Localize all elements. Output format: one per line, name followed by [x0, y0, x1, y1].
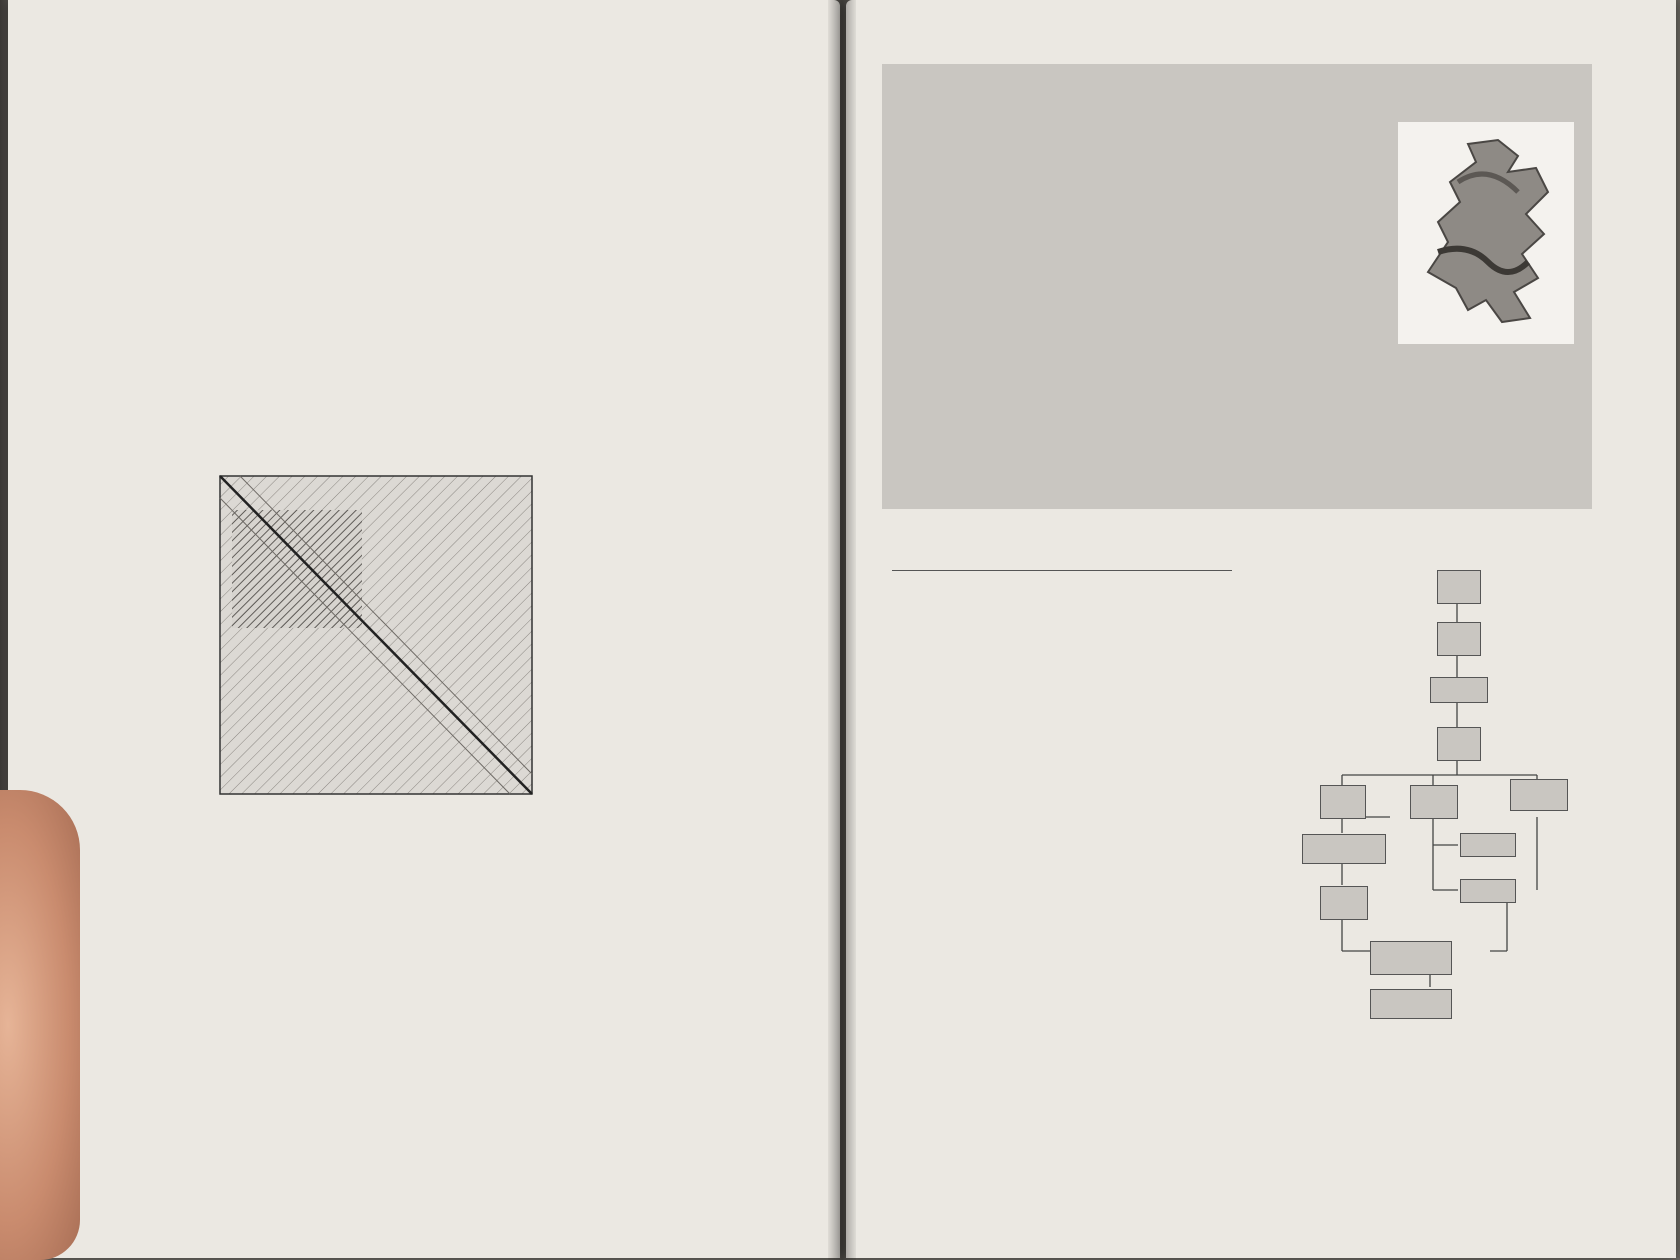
flow-node-score-matches	[1320, 886, 1368, 920]
flow-node-pattern-function	[1370, 941, 1452, 975]
flow-node-scoring-method	[1430, 677, 1488, 703]
flow-node-pairwise-alignment	[1410, 785, 1458, 819]
flow-node-alignment-gaps	[1437, 727, 1481, 761]
flow-node-pattern-database	[1370, 989, 1452, 1019]
flow-node-evaluate-similarity	[1437, 622, 1481, 656]
dot-plot	[180, 448, 540, 800]
flow-node-find-similarity	[1437, 570, 1481, 604]
section-rule	[892, 570, 1232, 571]
flow-node-global-alignment	[1460, 879, 1516, 903]
book-gutter	[828, 0, 856, 1260]
flow-node-database-programs	[1302, 834, 1386, 864]
ribbon-shape	[1428, 140, 1548, 322]
thumb	[0, 790, 80, 1260]
flow-node-search-database	[1320, 785, 1366, 819]
flow-node-multiple-alignment	[1510, 779, 1568, 811]
prion-ribbon-figure	[1398, 122, 1574, 344]
low-complexity-block	[232, 510, 362, 628]
flow-node-local-alignment	[1460, 833, 1516, 857]
